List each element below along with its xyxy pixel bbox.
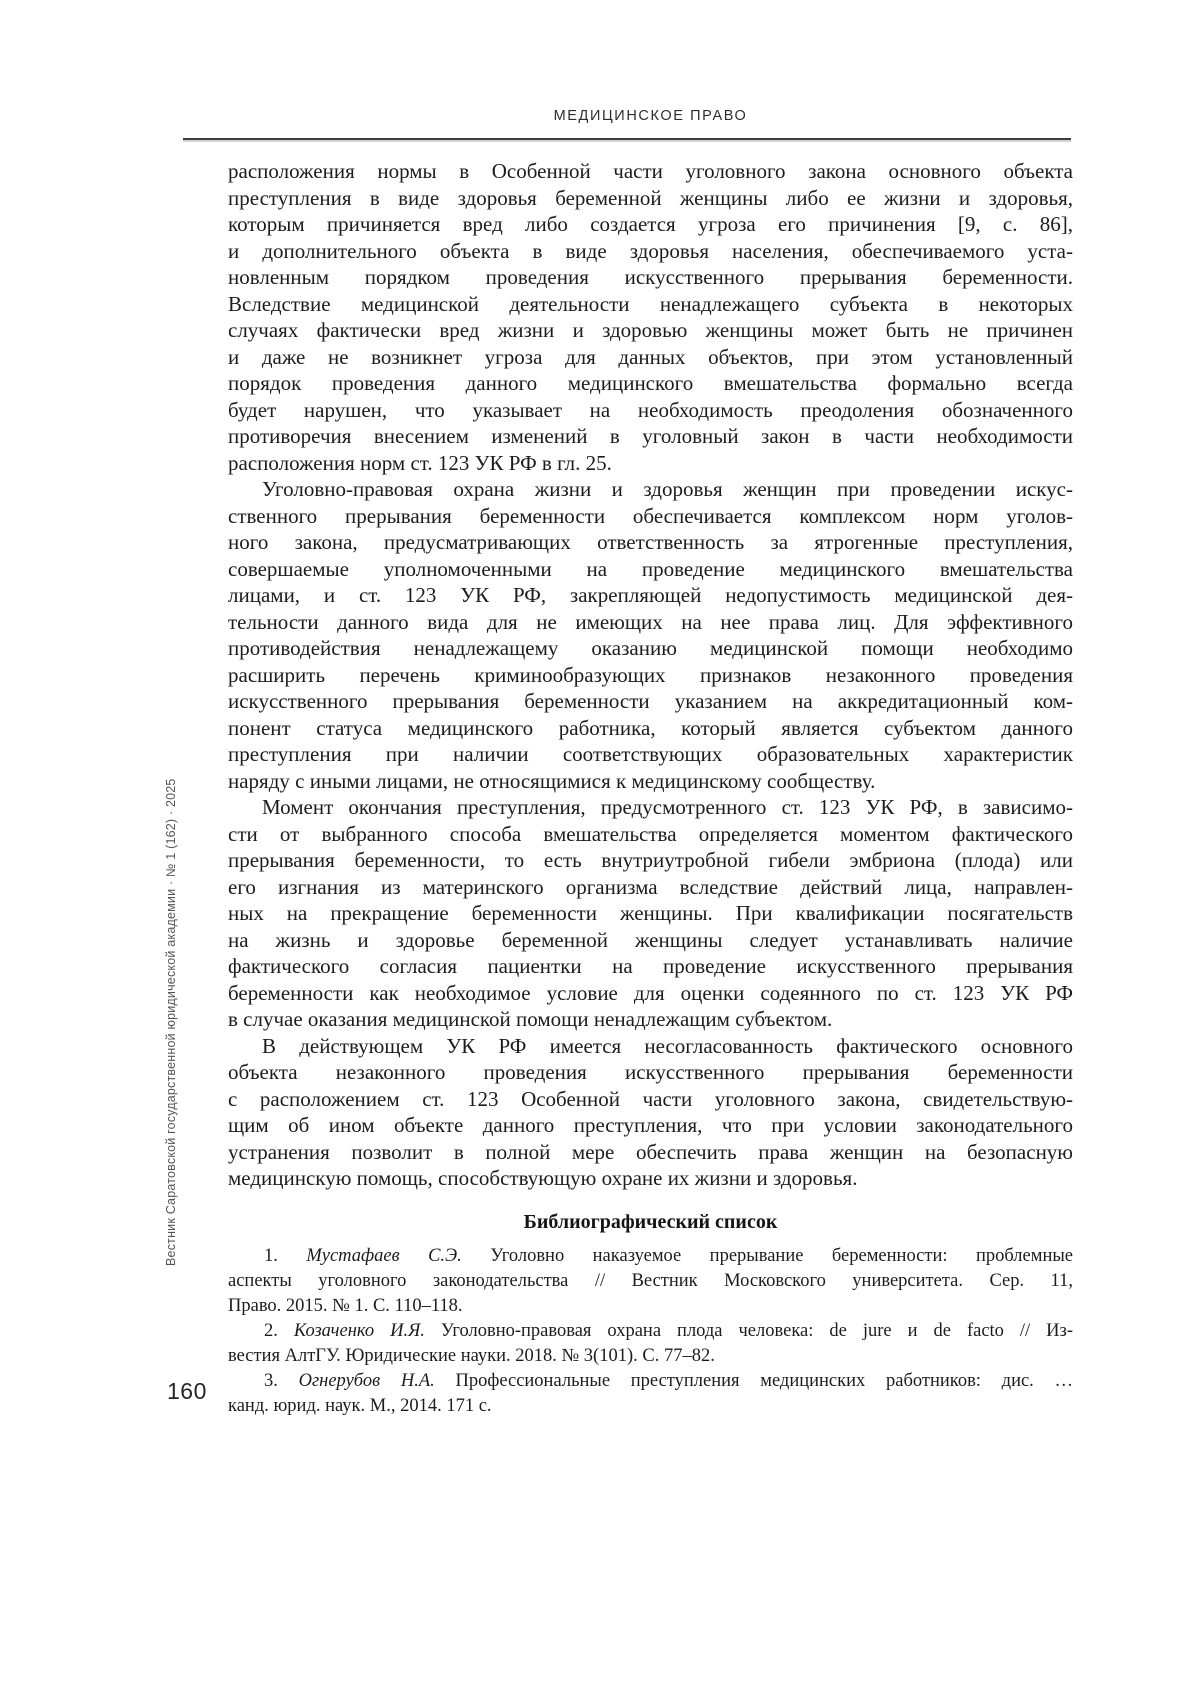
text-line: противодействия ненадлежащему оказанию медицинской помощи необходимо [228,636,1073,660]
text-line: устранения позволит в полной мере обеспечить права женщин на безопасную [228,1139,1073,1164]
bibliography-item [228,1369,1073,1419]
text-line: Момент окончания преступления, предусмотренного ст. 123 УК РФ, в зависимо- [262,795,1073,819]
text-line: беременности как необходимое условие для оценки содеянного по ст. 123 УК РФ [228,980,1073,1005]
bib-item-author: Огнерубов Н.А. [298,1370,435,1391]
text-line: Вследствие медицинской деятельности ненадлежащего субъекта в некоторых [228,291,1073,316]
text-line: объекта незаконного проведения искусственного прерывания беременности [228,1060,1073,1084]
text-line: и дополнительного объекта в виде здоровья населения, обеспечиваемого уста- [228,238,1073,263]
paragraph [228,476,1073,794]
text-line: расположения норм ст. 123 УК РФ в гл. 25. [228,450,612,475]
bib-item-text: Профессиональные преступления медицинских работников: дис. … [455,1370,1074,1391]
text-line: В действующем УК РФ имеется несогласованность фактического основного [262,1033,1073,1058]
text-line: понент статуса медицинского работника, который является субъектом данного [228,715,1073,740]
bib-item-number: 1. [264,1245,278,1266]
text-line: совершаемые уполномоченными на проведение медицинского вмешательства [228,556,1073,581]
bib-item-line: вестия АлтГУ. Юридические науки. 2018. № 3(101). С. 77–82. [228,1345,715,1366]
bib-item-first-line [228,1244,1073,1269]
header-rule [183,138,1071,140]
text-line: новленным порядком проведения искусственного прерывания беременности. [228,265,1073,289]
bib-item-text: Уголовно-правовая охрана плода человека: de jure и de facto // Из- [440,1320,1074,1341]
text-line: щим об ином объекте данного преступления, что при условии законодательного [228,1113,1073,1137]
text-line: фактического согласия пациентки на проведение искусственного прерывания [228,954,1073,978]
paragraph [228,1033,1073,1192]
text-line: с расположением ст. 123 Особенной части уголовного закона, свидетельствую- [228,1086,1073,1111]
text-line: Уголовно-правовая охрана жизни и здоровья женщин при проведении искус- [262,477,1073,501]
text-line: случаях фактически вред жизни и здоровью женщины может быть не причинен [228,318,1073,342]
journal-imprint-vertical: Вестник Саратовской государственной юридической академии · № 1 (162) · 2025 [164,778,178,1266]
page-number: 160 [167,1378,207,1404]
bibliography-item [228,1319,1073,1369]
text-line: ного закона, предусматривающих ответственность за ятрогенные преступления, [228,530,1073,554]
bib-item-author: Мустафаев С.Э. [306,1245,462,1266]
bib-item-author: Козаченко И.Я. [293,1320,425,1341]
bib-item-first-line [228,1319,1073,1344]
bib-item-line: аспекты уголовного законодательства // Вестник Московского университета. Сер. 11, [228,1270,1073,1291]
text-line: расположения нормы в Особенной части уголовного закона основного объекта [228,159,1073,183]
text-line: медицинскую помощь, способствующую охране их жизни и здоровья. [228,1166,858,1190]
bib-item-number: 3. [264,1370,278,1391]
paragraph [228,794,1073,1033]
bib-item-text: Уголовно наказуемое прерывание беременности: проблемные [490,1245,1073,1266]
text-line: наряду с иными лицами, не относящимися к медицинскому сообществу. [228,768,876,793]
text-line: ственного прерывания беременности обеспечивается комплексом норм уголов- [228,503,1073,528]
bibliography-item [228,1244,1073,1319]
text-line: и даже не возникнет угроза для данных объектов, при этом установленный [228,344,1073,369]
text-line: которым причиняется вред либо создается угроза его причинения [9, с. 86], [228,212,1073,236]
bib-item-number: 2. [264,1320,278,1341]
text-line: прерывания беременности, то есть внутриутробной гибели эмбриона (плода) или [228,848,1073,872]
bibliography-heading: Библиографический список [523,1210,778,1233]
text-line: в случае оказания медицинской помощи ненадлежащим субъектом. [228,1007,833,1031]
bib-item-first-line [228,1369,1073,1394]
text-line: лицами, и ст. 123 УК РФ, закрепляющей недопустимость медицинской дея- [228,583,1073,607]
main-text-column [228,158,1073,1419]
text-line: противоречия внесением изменений в уголовный закон в части необходимости [228,424,1073,448]
text-line: преступления при наличии соответствующих образовательных характеристик [228,742,1073,766]
text-line: порядок проведения данного медицинского вмешательства формально всегда [228,371,1073,395]
text-line: расширить перечень криминообразующих признаков незаконного проведения [228,662,1073,687]
bib-item-line: Право. 2015. № 1. С. 110–118. [228,1295,463,1316]
text-line: его изгнания из материнского организма вследствие действий лица, направлен- [228,874,1073,899]
text-line: преступления в виде здоровья беременной женщины либо ее жизни и здоровья, [228,185,1073,210]
paragraph [228,158,1073,476]
running-head-section-title: МЕДИЦИНСКОЕ ПРАВО [553,108,748,124]
text-line: сти от выбранного способа вмешательства определяется моментом фактического [228,821,1073,846]
text-line: тельности данного вида для не имеющих на нее права лиц. Для эффективного [228,609,1073,634]
text-line: ных на прекращение беременности женщины. При квалификации посягательств [228,901,1073,925]
text-line: на жизнь и здоровье беременной женщины следует устанавливать наличие [228,927,1073,952]
text-line: будет нарушен, что указывает на необходимость преодоления обозначенного [228,397,1073,422]
text-line: искусственного прерывания беременности указанием на аккредитационный ком- [228,689,1073,713]
bib-item-line: канд. юрид. наук. М., 2014. 171 с. [228,1395,492,1416]
